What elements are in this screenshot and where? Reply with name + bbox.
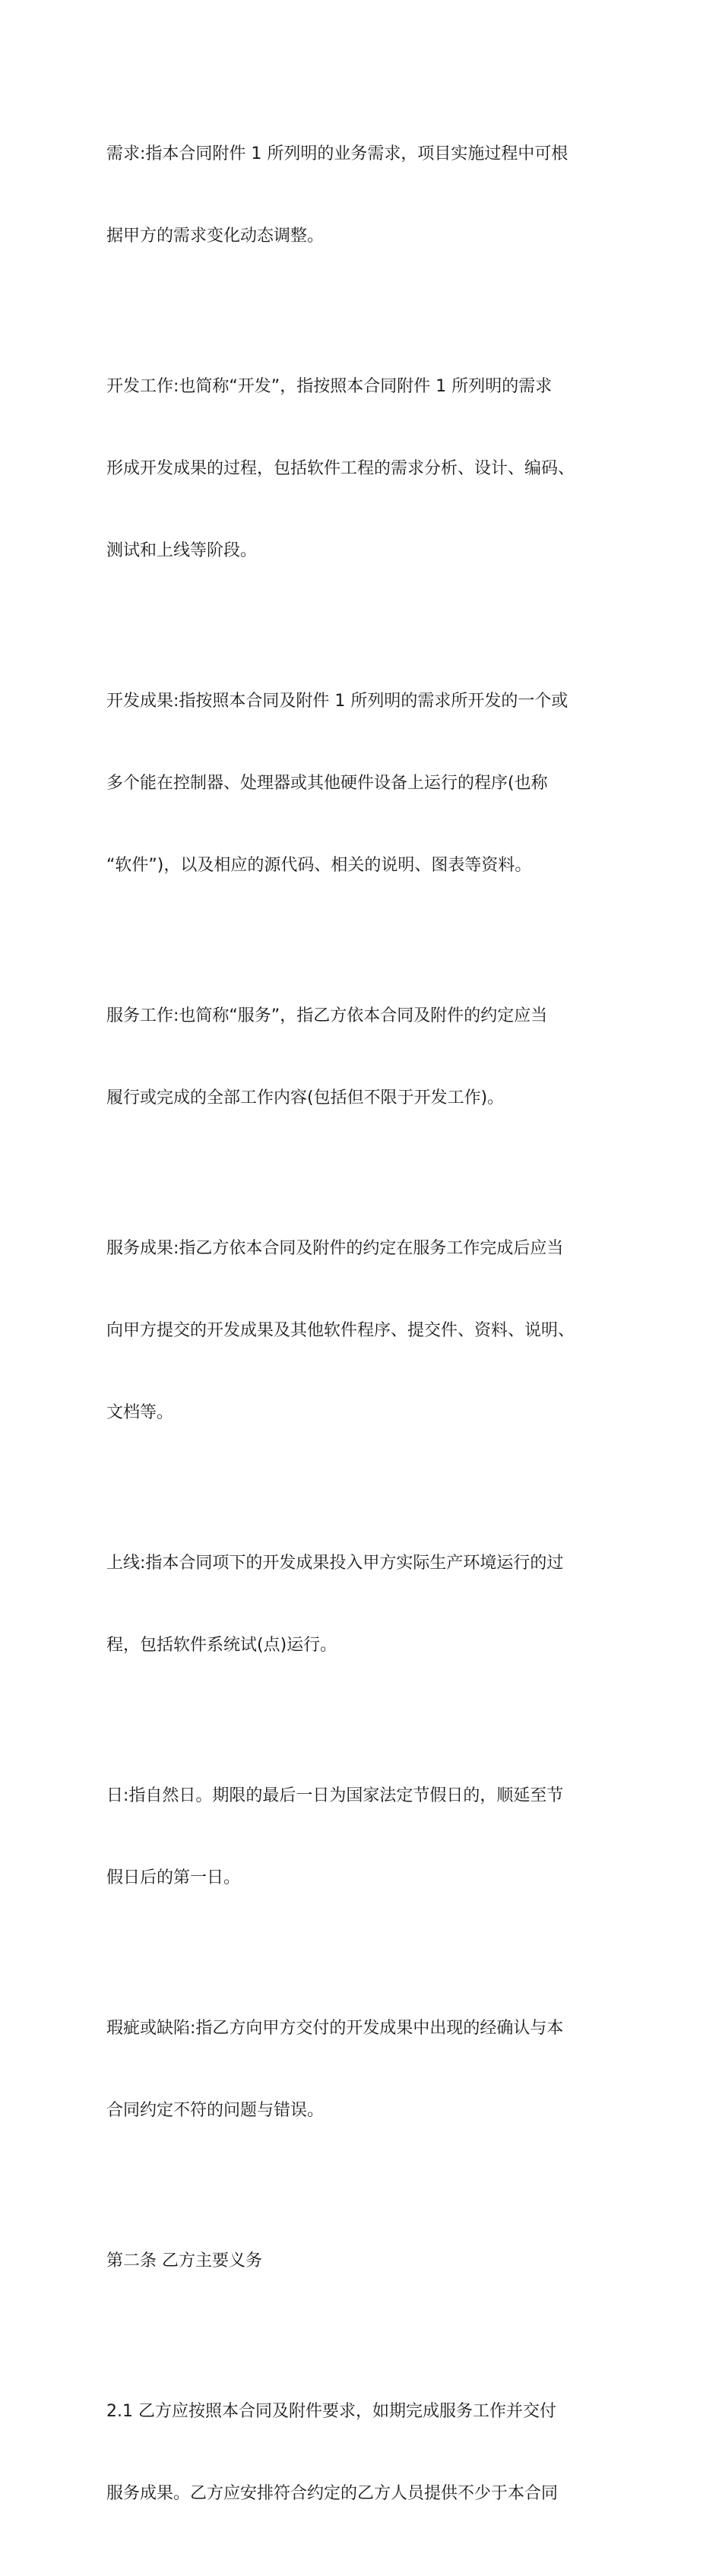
text-line: 开发工作:也简称“开发”，指按照本合同附件 1 所列明的需求 — [106, 377, 553, 396]
definition-go-live — [106, 1495, 623, 1714]
text-line: 服务成果:指乙方依本合同及附件的约定在服务工作完成后应当 — [106, 1239, 564, 1258]
definition-service-work — [106, 948, 623, 1167]
text-line: 程，包括软件系统试(点)运行。 — [106, 1636, 337, 1655]
text-line: “软件”)，以及相应的源代码、相关的说明、图表等资料。 — [106, 856, 532, 875]
text-line: 文档等。 — [106, 1403, 174, 1422]
article-two-heading — [106, 2193, 623, 2330]
text-line: 多个能在控制器、处理器或其他硬件设备上运行的程序(也称 — [106, 774, 548, 793]
clause-2-1 — [106, 2343, 623, 2562]
definition-development-work — [106, 318, 623, 619]
text-line: 服务工作:也简称“服务”，指乙方依本合同及附件的约定应当 — [106, 1006, 548, 1025]
text-line: 向甲方提交的开发成果及其他软件程序、提交件、资料、说明、 — [106, 1321, 575, 1340]
definition-development-result — [106, 633, 623, 934]
definition-day — [106, 1728, 623, 1947]
text-line: 上线:指本合同项下的开发成果投入甲方实际生产环境运行的过 — [106, 1554, 564, 1573]
text-line: 合同约定不符的问题与错误。 — [106, 2101, 325, 2120]
text-line: 2.1 乙方应按照本合同及附件要求，如期完成服务工作并交付 — [106, 2402, 556, 2421]
text-line: 履行或完成的全部工作内容(包括但不限于开发工作)。 — [106, 1088, 505, 1107]
definition-defect — [106, 1960, 623, 2179]
text-line: 假日后的第一日。 — [106, 1868, 241, 1887]
document-body — [106, 86, 623, 2576]
text-line: 需求:指本合同附件 1 所列明的业务需求，项目实施过程中可根 — [106, 144, 568, 163]
text-line: 据甲方的需求变化动态调整。 — [106, 227, 325, 246]
text-line: 测试和上线等阶段。 — [106, 541, 258, 560]
section-heading: 第二条 乙方主要义务 — [106, 2251, 262, 2270]
text-line: 日:指自然日。期限的最后一日为国家法定节假日的，顺延至节 — [106, 1786, 564, 1805]
text-line: 开发成果:指按照本合同及附件 1 所列明的需求所开发的一个或 — [106, 692, 568, 711]
definition-requirement — [106, 86, 623, 305]
text-line: 服务成果。乙方应安排符合约定的乙方人员提供不少于本合同 — [106, 2484, 559, 2503]
text-line: 形成开发成果的过程，包括软件工程的需求分析、设计、编码、 — [106, 459, 575, 478]
text-line: 瑕疵或缺陷:指乙方向甲方交付的开发成果中出现的经确认与本 — [106, 2019, 564, 2038]
definition-service-result — [106, 1180, 623, 1481]
